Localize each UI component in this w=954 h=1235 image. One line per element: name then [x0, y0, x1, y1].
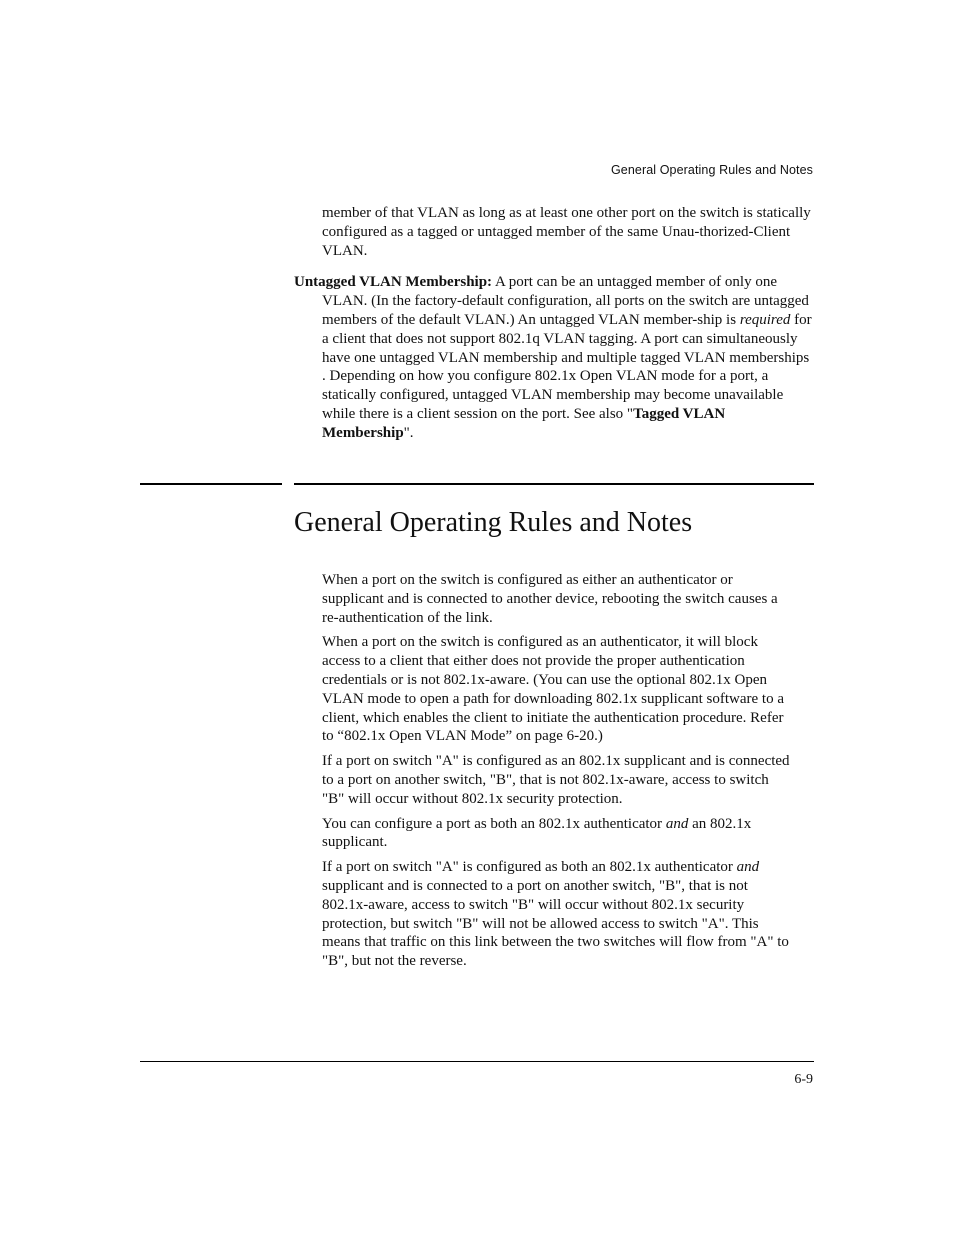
- cross-reference: Tagged VLAN Membership: [322, 405, 726, 441]
- section-rule-right: [294, 483, 814, 485]
- paragraph-traffic-direction: [322, 858, 792, 971]
- page-number: 6-9: [794, 1072, 813, 1087]
- section-body: [322, 571, 792, 977]
- definition-text-3: ".: [403, 424, 414, 441]
- paragraph-emphasis: and: [736, 859, 760, 876]
- paragraph-reboot: When a port on the switch is configured as either an authenticator or supplicant and is connected to another device, rebooting the switch causes a re-authentication of the link.: [322, 572, 778, 626]
- paragraph-emphasis: and: [665, 815, 689, 832]
- paragraph-text: supplicant and is connected to a port on another switch, "B", that is not 802.1x-aware, access to switch "B" will occur without 802.1x security protection, but switch "B" will not be allowed access to switch "A". This means that traffic on this link between the two switches will flow from "A" to "B", but not the reverse.: [322, 877, 789, 970]
- intro-block: [294, 204, 816, 443]
- untagged-vlan-definition: [294, 273, 816, 442]
- footer-rule: [140, 1061, 814, 1062]
- continued-paragraph: member of that VLAN as long as at least one other port on the switch is statically configured as a tagged or untagged member of the same Unau-thorized-Client VLAN.: [322, 205, 811, 259]
- paragraph-text: If a port on switch "A" is configured as both an 802.1x authenticator: [322, 859, 737, 876]
- definition-text-2: for a client that does not support 802.1q VLAN tagging. A port can simultaneously have one untagged VLAN membership and multiple tagged VLAN memberships . Depending on how you configure 802.1x Open VLAN mode for a port, a statically configured, untagged VLAN membership may become unavailable while there is a client session on the port. See also ": [322, 311, 812, 422]
- paragraph-authenticator: When a port on the switch is configured as an authenticator, it will block access to a client that either does not provide the proper authentication credentials or is not 802.1x-aware. (You can use the optional 802.1x Open VLAN mode to open a path for downloading 802.1x supplicant software to a client, which enables the client to initiate the authentication procedure. Refer to “802.1x Open VLAN Mode” on page 6-20.): [322, 634, 784, 745]
- section-rule-left: [140, 483, 282, 485]
- section-title: General Operating Rules and Notes: [294, 507, 693, 538]
- definition-text-1: A port can be an untagged member of only one VLAN. (In the factory-default configuration, all ports on the switch are untagged members of the default VLAN.) An untagged VLAN member-ship is: [322, 274, 809, 328]
- paragraph-text: You can configure a port as both an 802.1x authenticator: [322, 815, 666, 832]
- definition-emphasis: required: [739, 311, 791, 328]
- paragraph-text: an 802.1x supplicant.: [322, 815, 752, 851]
- paragraph-supplicant: If a port on switch "A" is configured as an 802.1x supplicant and is connected to a port on another switch, "B", that is not 802.1x-aware, access to switch "B" will occur without 802.1x security protection.: [322, 753, 790, 807]
- paragraph-both-roles: [322, 815, 792, 853]
- definition-term: Untagged VLAN Membership:: [294, 274, 493, 291]
- running-header: General Operating Rules and Notes: [610, 163, 813, 177]
